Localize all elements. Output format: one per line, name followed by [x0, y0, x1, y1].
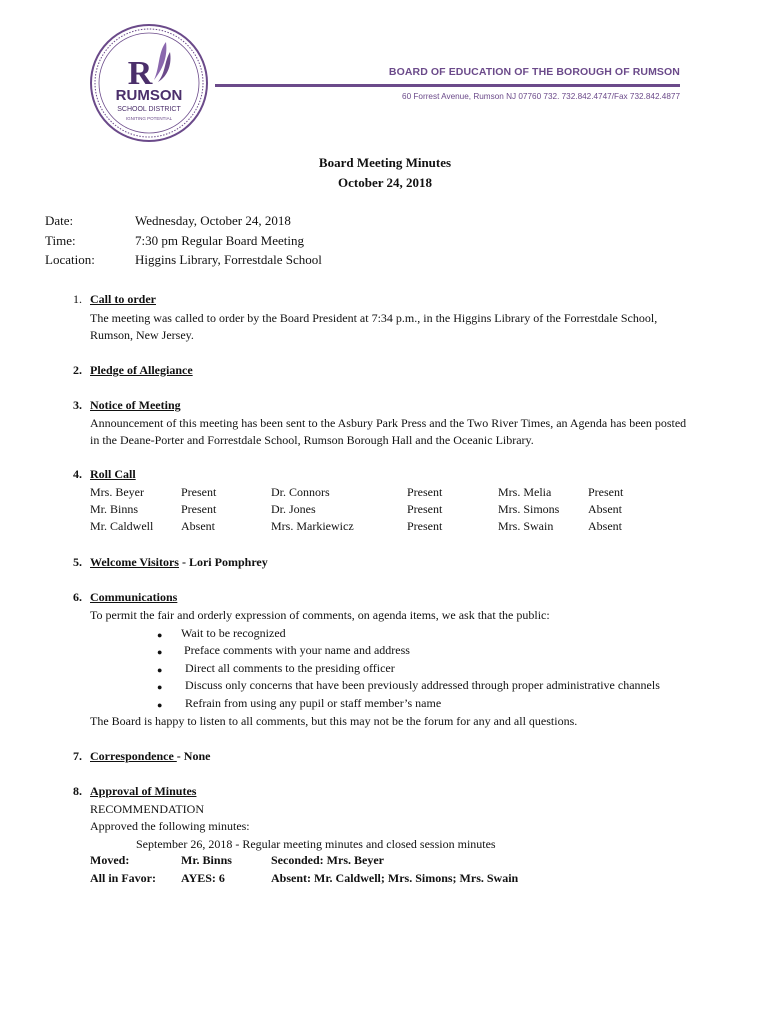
- bullet-text: Refrain from using any pupil or staff member’s name: [185, 696, 442, 710]
- bullet-dot: ●: [157, 630, 163, 640]
- board-address: 60 Forrest Avenue, Rumson NJ 07760 732. 732.842.4747/Fax 732.842.4877: [402, 92, 680, 101]
- section-4-heading-text: Roll Call: [90, 467, 136, 481]
- roll-name: Mrs. Swain: [498, 519, 554, 533]
- section-8-heading: [90, 784, 196, 799]
- section-8-heading-text: Approval of Minutes: [90, 784, 197, 798]
- logo-letter: R: [127, 55, 153, 92]
- section-3-line-1: Announcement of this meeting has been sent to the Asbury Park Press and the Two River Times, an Agenda has been posted: [90, 416, 687, 430]
- section-1-heading: [90, 292, 156, 307]
- document-date: October 24, 2018: [338, 175, 432, 190]
- board-name: BOARD OF EDUCATION OF THE BOROUGH OF RUMSON: [388, 66, 680, 78]
- roll-status: Present: [181, 485, 217, 499]
- logo-tagline: IGNITING POTENTIAL: [125, 116, 173, 121]
- section-6-heading-text: Communications: [90, 590, 178, 604]
- section-5-heading: [90, 555, 268, 570]
- section-7-suffix: - None: [176, 749, 211, 763]
- favor-label: All in Favor:: [90, 871, 156, 885]
- approved-text: Approved the following minutes:: [90, 819, 250, 833]
- roll-status: Present: [407, 485, 443, 499]
- roll-name: Mrs. Beyer: [90, 485, 144, 499]
- header-rule: [215, 84, 680, 87]
- section-3-line-2: in the Deane-Porter and Forrestdale School, Rumson Borough Hall and the Oceanic Library.: [90, 433, 534, 447]
- section-5-heading-text: Welcome Visitors: [90, 555, 179, 569]
- meta-location-value: Higgins Library, Forrestdale School: [135, 252, 322, 267]
- roll-name: Mr. Binns: [90, 502, 139, 516]
- roll-name: Mrs. Melia: [498, 485, 552, 499]
- roll-name: Dr. Jones: [271, 502, 316, 516]
- logo-sub: SCHOOL DISTRICT: [117, 106, 181, 113]
- roll-name: Mrs. Simons: [498, 502, 560, 516]
- moved-value: Mr. Binns: [181, 853, 232, 867]
- roll-name: Mr. Caldwell: [90, 519, 154, 533]
- section-3-heading: [90, 398, 181, 413]
- roll-status: Present: [181, 502, 217, 516]
- roll-status: Absent: [588, 519, 622, 533]
- meta-date-value: Wednesday, October 24, 2018: [135, 213, 291, 228]
- bullet-text: Preface comments with your name and address: [184, 643, 410, 657]
- section-5-suffix: - Lori Pomphrey: [178, 555, 268, 569]
- section-6-heading: [90, 590, 177, 605]
- section-6-closing: The Board is happy to listen to all comments, but this may not be the forum for any and all questions.: [90, 714, 578, 728]
- section-6-number: 6.: [73, 590, 82, 604]
- meta-location-label: Location:: [45, 252, 95, 267]
- section-6-intro: To permit the fair and orderly expression of comments, on agenda items, we ask that the public:: [90, 608, 550, 622]
- district-logo: [88, 22, 210, 144]
- bullet-text: Direct all comments to the presiding officer: [185, 661, 395, 675]
- moved-label: Moved:: [90, 853, 130, 867]
- bullet-text: Discuss only concerns that have been previously addressed through proper administrative channels: [185, 678, 660, 692]
- section-1-number: 1.: [73, 292, 82, 306]
- section-1-heading-text: Call to order: [90, 292, 156, 306]
- document-title: Board Meeting Minutes: [318, 155, 452, 170]
- section-5-number: 5.: [73, 555, 82, 569]
- section-3-heading-text: Notice of Meeting: [90, 398, 181, 412]
- section-8-number: 8.: [73, 784, 82, 798]
- section-2-heading: [90, 363, 193, 378]
- section-1-line-1: The meeting was called to order by the Board President at 7:34 p.m., in the Higgins Library of the Forrestdale School,: [90, 311, 658, 325]
- section-3-number: 3.: [73, 398, 82, 412]
- roll-status: Absent: [181, 519, 215, 533]
- favor-value: AYES: 6: [181, 871, 225, 885]
- bullet-text: Wait to be recognized: [181, 626, 286, 640]
- section-7-heading: [90, 749, 210, 764]
- absent-text: Absent: Mr. Caldwell; Mrs. Simons; Mrs. Swain: [271, 871, 519, 885]
- roll-name: Mrs. Markiewicz: [271, 519, 354, 533]
- section-2-number: 2.: [73, 363, 82, 377]
- recommendation-label: RECOMMENDATION: [90, 802, 204, 816]
- meta-time-value: 7:30 pm Regular Board Meeting: [135, 233, 304, 248]
- bullet-dot: ●: [157, 682, 163, 692]
- section-2-heading-text: Pledge of Allegiance: [90, 363, 193, 377]
- roll-status: Absent: [588, 502, 622, 516]
- roll-name: Dr. Connors: [271, 485, 330, 499]
- seconded-text: Seconded: Mrs. Beyer: [271, 853, 384, 867]
- bullet-dot: ●: [157, 700, 163, 710]
- bullet-dot: ●: [157, 665, 163, 675]
- roll-status: Present: [407, 519, 443, 533]
- bullet-dot: ●: [157, 647, 163, 657]
- section-1-line-2: Rumson, New Jersey.: [90, 328, 194, 342]
- meta-time-label: Time:: [45, 233, 76, 248]
- roll-status: Present: [588, 485, 624, 499]
- section-7-number: 7.: [73, 749, 82, 763]
- section-4-heading: [90, 467, 136, 482]
- roll-status: Present: [407, 502, 443, 516]
- logo-name: RUMSON: [115, 87, 183, 104]
- section-4-number: 4.: [73, 467, 82, 481]
- section-7-heading-text: Correspondence: [90, 749, 177, 763]
- meta-date-label: Date:: [45, 213, 74, 228]
- minutes-item: September 26, 2018 - Regular meeting minutes and closed session minutes: [136, 837, 496, 851]
